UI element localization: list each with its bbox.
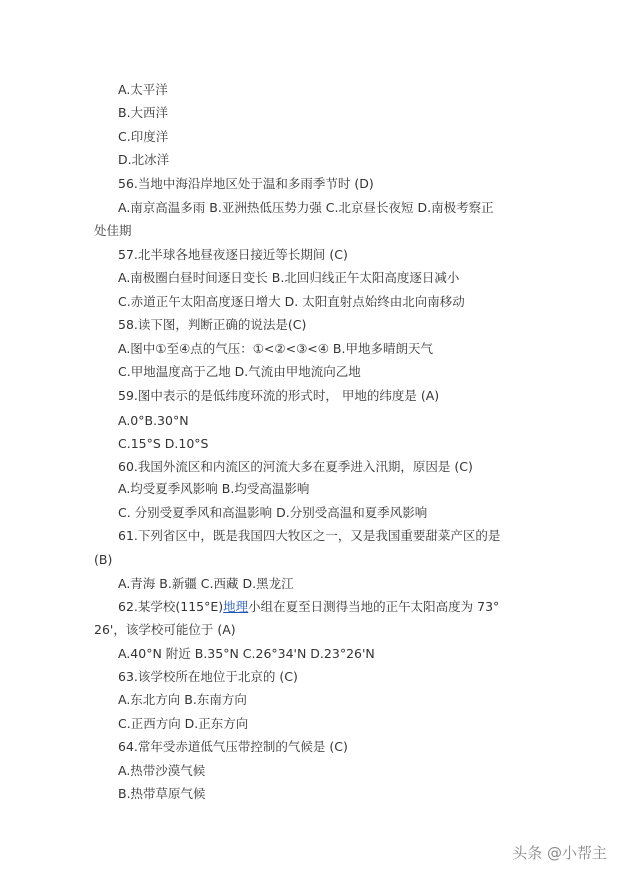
option-line: C.赤道正午太阳高度逐日增大 D. 太阳直射点始终由北向南移动 bbox=[118, 294, 465, 309]
question-57: 57.北半球各地昼夜逐日接近等长期间 (C) bbox=[118, 247, 348, 262]
option-line: A.图中①至④点的气压：①<②<③<④ B.甲地多晴朗天气 bbox=[118, 341, 433, 356]
option-line: A.0°B.30°N bbox=[118, 413, 189, 428]
question-58: 58.读下图，判断正确的说法是(C) bbox=[118, 317, 307, 332]
option-line: A.南极圈白昼时间逐日变长 B.北回归线正午太阳高度逐日减小 bbox=[118, 270, 460, 285]
question-60: 60.我国外流区和内流区的河流大多在夏季进入汛期，原因是 (C) bbox=[118, 459, 473, 474]
option-line-continued: 处佳期 bbox=[94, 223, 132, 238]
option-line: C.15°S D.10°S bbox=[118, 436, 209, 451]
watermark: 头条 @小帮主 bbox=[512, 844, 607, 862]
question-56: 56.当地中海沿岸地区处于温和多雨季节时 (D) bbox=[118, 176, 374, 191]
option-line: A.东北方向 B.东南方向 bbox=[118, 692, 247, 707]
option-line: A.均受夏季风影响 B.均受高温影响 bbox=[118, 481, 310, 496]
option-line: A.热带沙漠气候 bbox=[118, 763, 206, 778]
question-62-continued: 26'，该学校可能位于 (A) bbox=[94, 622, 236, 637]
question-62 bbox=[118, 599, 499, 615]
option-line: D.北冰洋 bbox=[118, 152, 170, 167]
option-line: C.印度洋 bbox=[118, 129, 169, 144]
option-line: B.大西洋 bbox=[118, 105, 169, 120]
option-line: C.正西方向 D.正东方向 bbox=[118, 716, 249, 731]
question-59: 59.图中表示的是低纬度环流的形式时， 甲地的纬度是 (A) bbox=[118, 388, 440, 403]
option-line: A.太平洋 bbox=[118, 82, 168, 97]
question-63: 63.该学校所在地位于北京的 (C) bbox=[118, 669, 298, 684]
option-line: A.南京高温多雨 B.亚洲热低压势力强 C.北京昼长夜短 D.南极考察正 bbox=[118, 200, 494, 215]
question-61: 61.下列省区中，既是我国四大牧区之一，又是我国重要甜菜产区的是 bbox=[118, 528, 501, 543]
geography-link[interactable]: 地理 bbox=[223, 599, 249, 614]
option-line: C.甲地温度高于乙地 D.气流由甲地流向乙地 bbox=[118, 364, 361, 379]
answer-line-continued: (B) bbox=[94, 552, 113, 567]
option-line: C. 分别受夏季风和高温影响 D.分别受高温和夏季风影响 bbox=[118, 505, 428, 520]
option-line: B.热带草原气候 bbox=[118, 786, 206, 801]
option-line: A.青海 B.新疆 C.西藏 D.黑龙江 bbox=[118, 576, 294, 591]
question-64: 64.常年受赤道低气压带控制的气候是 (C) bbox=[118, 739, 348, 754]
option-line: A.40°N 附近 B.35°N C.26°34'N D.23°26'N bbox=[118, 646, 375, 661]
question-62-suffix: 小组在夏至日测得当地的正午太阳高度为 73° bbox=[248, 599, 500, 614]
question-62-prefix: 62.某学校(115°E) bbox=[118, 599, 224, 614]
